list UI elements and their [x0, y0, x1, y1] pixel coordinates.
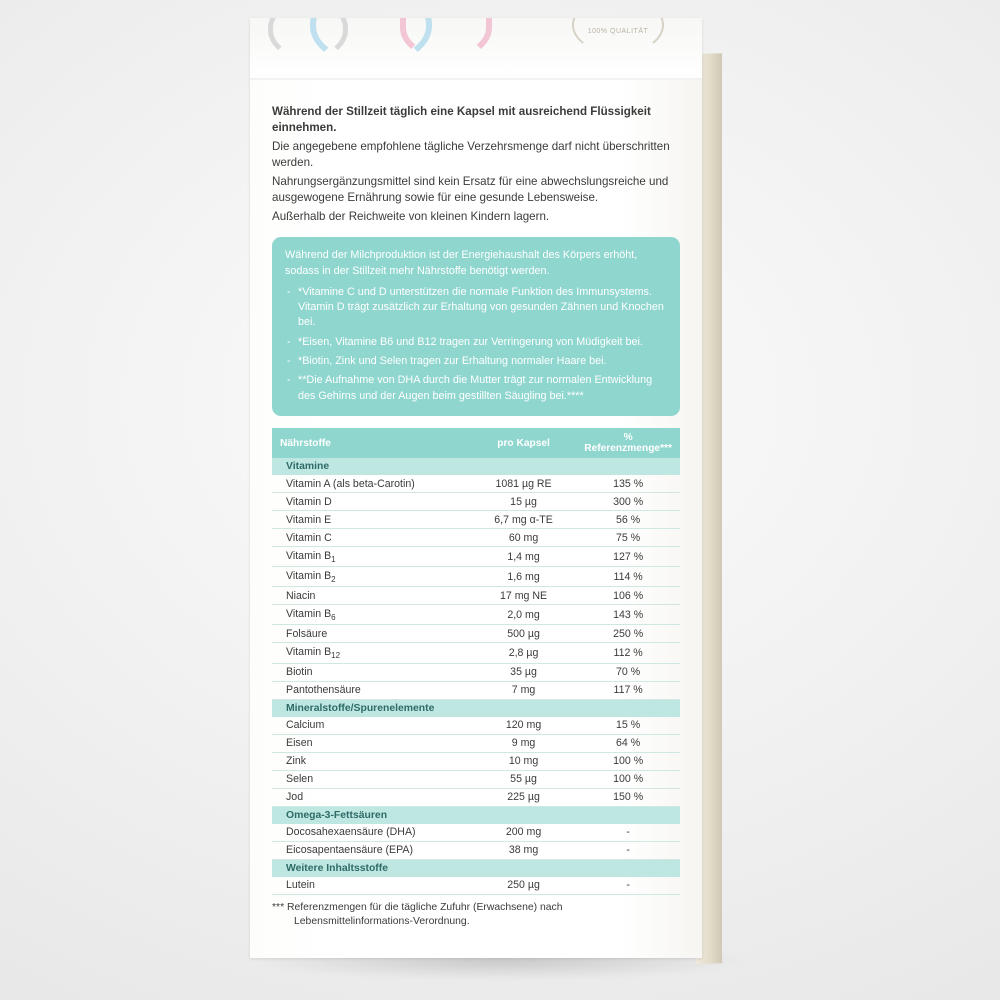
table-row: [272, 625, 680, 643]
table-row: [272, 493, 680, 511]
nutrient-reference: 56 %: [576, 511, 680, 529]
nutrient-amount: 17 mg NE: [471, 587, 576, 605]
nutrient-reference: 100 %: [576, 770, 680, 788]
table-section-header: [272, 806, 680, 824]
nutrient-reference: 143 %: [576, 605, 680, 625]
header-reference: % Referenzmenge***: [576, 428, 680, 458]
nutrient-reference: 64 %: [576, 734, 680, 752]
table-row: [272, 663, 680, 681]
table-row: [272, 547, 680, 567]
section-title: Omega-3-Fettsäuren: [272, 806, 680, 824]
table-row: [272, 511, 680, 529]
nutrient-name: Folsäure: [272, 625, 471, 643]
nutrient-name: Eicosapentaensäure (EPA): [272, 841, 471, 859]
nutrient-amount: 2,0 mg: [471, 605, 576, 625]
table-row: [272, 734, 680, 752]
nutrient-amount: 35 µg: [471, 663, 576, 681]
nutrient-reference: 250 %: [576, 625, 680, 643]
nutrient-reference: 106 %: [576, 587, 680, 605]
table-row: [272, 752, 680, 770]
callout-bullet-item: - *Vitamine C und D unterstützen die normale Funktion des Immunsystems. Vitamin D trägt zusätzlich zur Erhaltung von gesunden Zähnen und Knochen bei.: [285, 285, 667, 331]
nutrient-amount: 120 mg: [471, 717, 576, 735]
table-row: [272, 587, 680, 605]
nutrient-name: Selen: [272, 770, 471, 788]
table-row: [272, 529, 680, 547]
nutrient-name: Jod: [272, 788, 471, 806]
table-section-header: [272, 699, 680, 717]
nutrient-amount: 7 mg: [471, 681, 576, 699]
nutrient-name: Biotin: [272, 663, 471, 681]
nutrient-reference: 300 %: [576, 493, 680, 511]
table-row: [272, 605, 680, 625]
nutrient-name: Vitamin $B_1$: [272, 547, 471, 567]
nutrient-amount: 200 mg: [471, 824, 576, 842]
nutrient-amount: 15 µg: [471, 493, 576, 511]
nutrient-name: Vitamin $B_2$: [272, 567, 471, 587]
information-panel: [250, 80, 702, 958]
table-row: [272, 877, 680, 895]
carton-top-flap: [250, 18, 702, 80]
nutrient-name: Vitamin E: [272, 511, 471, 529]
nutrient-reference: -: [576, 824, 680, 842]
nutrient-amount: 6,7 mg α-TE: [471, 511, 576, 529]
nutrient-amount: 225 µg: [471, 788, 576, 806]
nutrient-reference: 100 %: [576, 752, 680, 770]
table-section-header: [272, 458, 680, 475]
quality-seal-icon: 100% QUALITÄT: [572, 18, 664, 54]
nutrient-amount: 1081 µg RE: [471, 475, 576, 493]
nutrient-reference: 127 %: [576, 547, 680, 567]
table-row: [272, 841, 680, 859]
nutrient-amount: 2,8 µg: [471, 643, 576, 663]
nutrient-name: Pantothensäure: [272, 681, 471, 699]
nutrient-name: Docosahexaensäure (DHA): [272, 824, 471, 842]
reference-footnote: [272, 901, 680, 929]
footnote-line-2: Lebensmittelinformations-Verordnung.: [294, 915, 470, 927]
nutrient-amount: 1,4 mg: [471, 547, 576, 567]
footnote-line-1: *** Referenzmengen für die tägliche Zufuhr (Erwachsene) nach: [272, 901, 563, 913]
table-row: [272, 788, 680, 806]
table-row: [272, 770, 680, 788]
callout-bullet-item: - *Biotin, Zink und Selen tragen zur Erhaltung normaler Haare bei.: [285, 354, 667, 369]
callout-bullet-list: [285, 285, 667, 404]
table-row: [272, 824, 680, 842]
dosage-note-1: Die angegebene empfohlene tägliche Verzehrsmenge darf nicht überschritten werden.: [272, 139, 670, 170]
table-row: [272, 643, 680, 663]
nutrient-name: Vitamin D: [272, 493, 471, 511]
table-section-header: [272, 859, 680, 877]
dosage-note-2: Nahrungsergänzungsmittel sind kein Ersatz für eine abwechslungsreiche und ausgewogene Ernährung sowie für eine gesunde Lebensweise.: [272, 174, 669, 205]
nutrient-amount: 500 µg: [471, 625, 576, 643]
nutrient-amount: 38 mg: [471, 841, 576, 859]
section-title: Weitere Inhaltsstoffe: [272, 859, 680, 877]
product-carton: [250, 18, 738, 958]
nutrient-name: Vitamin A (als beta-Carotin): [272, 475, 471, 493]
nutrient-name: Zink: [272, 752, 471, 770]
nutrient-reference: 112 %: [576, 643, 680, 663]
nutrient-reference: 117 %: [576, 681, 680, 699]
table-row: [272, 717, 680, 735]
section-title: Mineralstoffe/Spurenelemente: [272, 699, 680, 717]
nutrient-name: Lutein: [272, 877, 471, 895]
callout-bullet-item: - **Die Aufnahme von DHA durch die Mutter trägt zur normalen Entwicklung des Gehirns und der Augen beim gestillten Säugling bei.****: [285, 373, 667, 404]
health-claims-callout: [272, 237, 680, 416]
nutrient-name: Eisen: [272, 734, 471, 752]
table-row: [272, 567, 680, 587]
nutrient-reference: 70 %: [576, 663, 680, 681]
nutrient-name: Vitamin C: [272, 529, 471, 547]
nutrient-amount: 1,6 mg: [471, 567, 576, 587]
table-header-row: [272, 428, 680, 458]
nutrient-amount: 250 µg: [471, 877, 576, 895]
nutrient-reference: 75 %: [576, 529, 680, 547]
nutrient-name: Calcium: [272, 717, 471, 735]
nutrient-reference: -: [576, 877, 680, 895]
header-per-capsule: pro Kapsel: [471, 428, 576, 458]
nutrient-reference: 15 %: [576, 717, 680, 735]
nutrient-amount: 60 mg: [471, 529, 576, 547]
nutrient-reference: 150 %: [576, 788, 680, 806]
callout-lead-text: Während der Milchproduktion ist der Energiehaushalt des Körpers erhöht, sodass in der Stillzeit mehr Nährstoffe benötigt werden.: [285, 249, 638, 277]
table-row: [272, 681, 680, 699]
nutrient-reference: 135 %: [576, 475, 680, 493]
header-nutrient: Nährstoffe: [272, 428, 471, 458]
table-row: [272, 475, 680, 493]
nutrition-table: [272, 428, 680, 894]
nutrient-amount: 9 mg: [471, 734, 576, 752]
callout-bullet-item: - *Eisen, Vitamine B6 und B12 tragen zur Verringerung von Müdigkeit bei.: [285, 335, 667, 350]
nutrient-amount: 55 µg: [471, 770, 576, 788]
carton-front-face: [250, 18, 702, 958]
nutrient-amount: 10 mg: [471, 752, 576, 770]
dosage-heading: Während der Stillzeit täglich eine Kapsel mit ausreichend Flüssigkeit einnehmen.: [272, 105, 651, 135]
nutrient-name: Vitamin $B_{12}$: [272, 643, 471, 663]
nutrient-reference: 114 %: [576, 567, 680, 587]
dosage-instructions: [272, 104, 680, 225]
dosage-note-3: Außerhalb der Reichweite von kleinen Kindern lagern.: [272, 209, 550, 223]
nutrient-name: Vitamin $B_6$: [272, 605, 471, 625]
nutrient-reference: -: [576, 841, 680, 859]
section-title: Vitamine: [272, 458, 680, 475]
nutrient-name: Niacin: [272, 587, 471, 605]
